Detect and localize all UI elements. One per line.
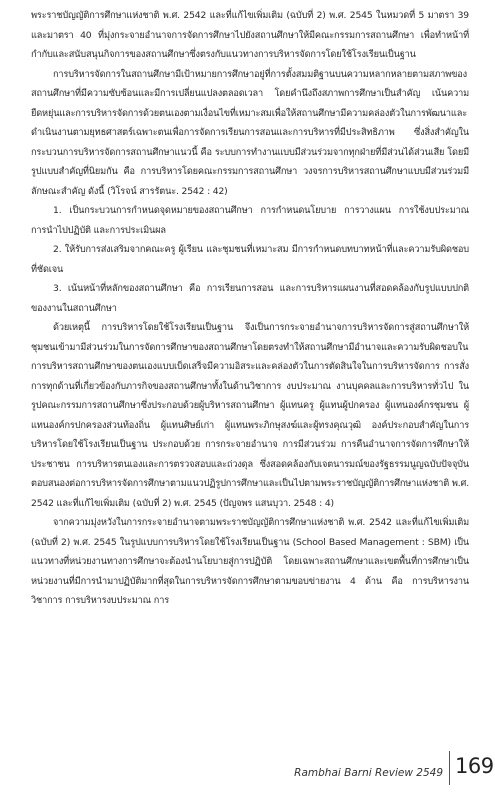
paragraph: จากความมุ่งหวังในการกระจายอำนาจตามพระราชบัญญัติการศึกษาแห่งชาติ พ.ศ. 2542 และที่แก้ไขเพิ่มเติม (ฉบับที่ 2) พ.ศ. 2545 ในรูปแบบการบริหารโดยใช้โรงเรียนเป็นฐาน (School Based Management : SBM) เป็นแนวทางที่หน่วยงานทางการศึกษาจะต้องนำนโยบายสู่การปฏิบัติ โดยเฉพาะสถานศึกษาและเขตพื้นที่การศึกษาเป็นหน่วยงานที่มีการนำมาปฏิบัติมากที่สุดในการบริหารจัดการศึกษาตามขอบข่ายงาน 4 ด้าน คือ การบริหารงานวิชาการ การบริหารงบประมาณ การ	[31, 517, 469, 606]
numbered-item: 1. เป็นกระบวนการกำหนดจุดหมายของสถานศึกษา การกำหนดนโยบาย การวางแผน การใช้งบประมาณ การนำไปปฏิบัติ และการประเมินผล	[31, 205, 469, 236]
numbered-item: 3. เน้นหน้าที่หลักของสถานศึกษา คือ การเรียนการสอน และการบริหารแผนงานที่สอดคล้องกับรูปแบบปกติของงานในสถานศึกษา	[31, 283, 469, 314]
paragraph: พระราชบัญญัติการศึกษาแห่งชาติ พ.ศ. 2542 และที่แก้ไขเพิ่มเติม (ฉบับที่ 2) พ.ศ. 2545 ในหมวดที่ 5 มาตรา 39 และมาตรา 40 ที่มุ่งกระจายอำนาจการจัดการศึกษาไปยังสถานศึกษาให้มีคณะกรรมการสถานศึกษา เพื่อทำหน้าที่กำกับและสนับสนุนกิจการของสถานศึกษาซึ่งตรงกับแนวทางการบริหารจัดการโดยใช้โรงเรียนเป็นฐาน	[31, 10, 469, 60]
paragraph: ด้วยเหตุนี้ การบริหารโดยใช้โรงเรียนเป็นฐาน จึงเป็นการกระจายอำนาจการบริหารจัดการสู่สถานศึกษาให้ชุมชนเข้ามามีส่วนร่วมในการจัดการศึกษาของสถานศึกษาโดยตรงทำให้สถานศึกษามีอำนาจและความรับผิดชอบในการบริหารสถานศึกษาของตนเองแบบเบ็ดเสร็จมีความอิสระและคล่องตัวในการตัดสินใจในการบริหารจัดการ การสั่งการทุกด้านที่เกี่ยวข้องกับภารกิจของสถานศึกษาทั้งในด้านวิชาการ งบประมาณ งานบุคคลและการบริหารทั่วไป ในรูปคณะกรรมการสถานศึกษาซึ่งประกอบด้วยผู้บริหารสถานศึกษา ผู้แทนครู ผู้แทนผู้ปกครอง ผู้แทนองค์กรชุมชน ผู้แทนองค์กรปกครองส่วนท้องถิ่น ผู้แทนศิษย์เก่า ผู้แทนพระภิกษุสงฆ์และผู้ทรงคุณวุฒิ องค์ประกอบสำคัญในการบริหารโดยใช้โรงเรียนเป็นฐาน ประกอบด้วย การกระจายอำนาจ การมีส่วนร่วม การคืนอำนาจการจัดการศึกษาให้ประชาชน การบริหารตนเองและการตรวจสอบและถ่วงดุล ซึ่งสอดคล้องกับเจตนารมณ์ของรัฐธรรมนูญฉบับปัจจุบันตอบสนองต่อการบริหารจัดการศึกษาตามแนวปฏิรูปการศึกษาและเป็นไปตามพระราชบัญญัติการศึกษาแห่งชาติ พ.ศ. 2542 และที่แก้ไขเพิ่มเติม (ฉบับที่ 2) พ.ศ. 2545 (ปัญจพร แสนบุวา. 2548 : 4)	[31, 322, 469, 509]
paragraph: การบริหารจัดการในสถานศึกษามีเป้าหมายการศึกษาอยู่ที่การตั้งสมมติฐานบนความหลากหลายตามสภาพของสถานศึกษาที่มีความซับซ้อนและมีการเปลี่ยนแปลงตลอดเวลา โดยคำนึงถึงสภาพการศึกษาเป็นสำคัญ เน้นความยืดหยุ่นและการบริหารจัดการด้วยตนเองตามเงื่อนไขที่เหมาะสมเพื่อให้สถานศึกษามีความคล่องตัวในการพัฒนาและดำเนินงานตามยุทธศาสตร์เฉพาะตนเพื่อการจัดการเรียนการสอนและการบริหารที่มีประสิทธิภาพ ซึ่งสิ่งสำคัญในกระบวนการบริหารจัดการสถานศึกษาแนวนี้ คือ ระบบการทำงานแบบมีส่วนร่วมจากทุกฝ่ายที่มีส่วนได้ส่วนเสีย โดยมีรูปแบบสำคัญที่นิยมกัน คือ การบริหารโดยคณะกรรมการสถานศึกษา วงจรการบริหารสถานศึกษาแบบมีส่วนร่วมมีลักษณะสำคัญ ดังนี้ (วิโรจน์ สารรัตนะ. 2542 : 42)	[31, 68, 469, 197]
numbered-item: 2. ให้รับการส่งเสริมจากคณะครู ผู้เรียน และชุมชนที่เหมาะสม มีการกำหนดบทบาทหน้าที่และความรับผิดชอบที่ชัดเจน	[31, 244, 469, 275]
page-footer	[0, 751, 495, 785]
footer-divider	[449, 751, 450, 785]
journal-name: Rambhai Barni Review 2549	[294, 767, 443, 779]
article-body	[31, 6, 469, 611]
page-number: 169	[455, 754, 494, 778]
